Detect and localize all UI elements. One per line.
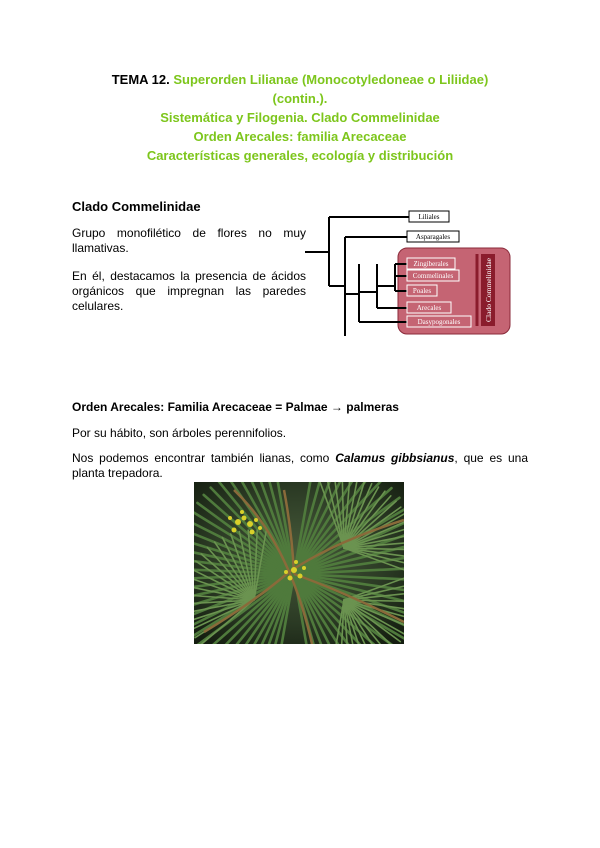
svg-text:Poales: Poales xyxy=(412,287,432,295)
taxon-liliales xyxy=(409,211,449,222)
clade-label: Clado Commelinidae xyxy=(484,258,493,322)
title-line-2: (contin.). xyxy=(272,91,328,106)
species-name: Calamus gibbsianus xyxy=(335,451,455,465)
clado-paragraph-1: Grupo monofilético de flores no muy llamativas. xyxy=(72,226,306,255)
title-prefix: TEMA 12. xyxy=(111,72,170,87)
svg-text:Dasypogonales: Dasypogonales xyxy=(417,318,461,326)
svg-text:Asparagales: Asparagales xyxy=(415,233,451,241)
arecales-paragraph-2-end: , que es una planta trepadora. xyxy=(72,451,528,480)
arecales-paragraph-1: Por su hábito, son árboles perennifolios. xyxy=(72,426,287,440)
arecales-paragraph-2 xyxy=(72,451,528,481)
taxon-arecales xyxy=(407,302,451,313)
cladogram-diagram xyxy=(305,208,520,338)
svg-text:Liliales: Liliales xyxy=(418,213,440,221)
svg-text:Arecales: Arecales xyxy=(416,304,442,312)
cladogram-branches xyxy=(305,217,409,336)
document-title xyxy=(60,70,540,165)
taxon-commelinales xyxy=(407,270,459,281)
svg-text:Commelinales: Commelinales xyxy=(412,272,454,280)
clado-heading: Clado Commelinidae xyxy=(72,199,201,214)
title-line-5: Características generales, ecología y distribución xyxy=(146,148,454,163)
calamus-palm-photo xyxy=(194,482,404,644)
title-line-1: Superorden Lilianae (Monocotyledoneae o Liliidae) xyxy=(173,72,489,87)
clado-paragraph-2: En él, destacamos la presencia de ácidos orgánicos que impregnan las paredes celulares. xyxy=(72,269,306,313)
arecales-paragraph-2-start: Nos podemos encontrar también lianas, como xyxy=(72,451,336,465)
taxon-asparagales xyxy=(407,231,459,242)
taxon-zingiberales xyxy=(407,258,455,269)
title-line-3: Sistemática y Filogenia. Clado Commelinidae xyxy=(160,110,440,125)
svg-text:Zingiberales: Zingiberales xyxy=(413,260,449,268)
taxon-dasypogonales xyxy=(407,316,471,327)
title-line-4: Orden Arecales: familia Arecaceae xyxy=(193,129,407,144)
arecales-heading: Orden Arecales: Familia Arecaceae = Palmae → palmeras xyxy=(72,400,399,414)
taxon-poales xyxy=(407,285,437,296)
